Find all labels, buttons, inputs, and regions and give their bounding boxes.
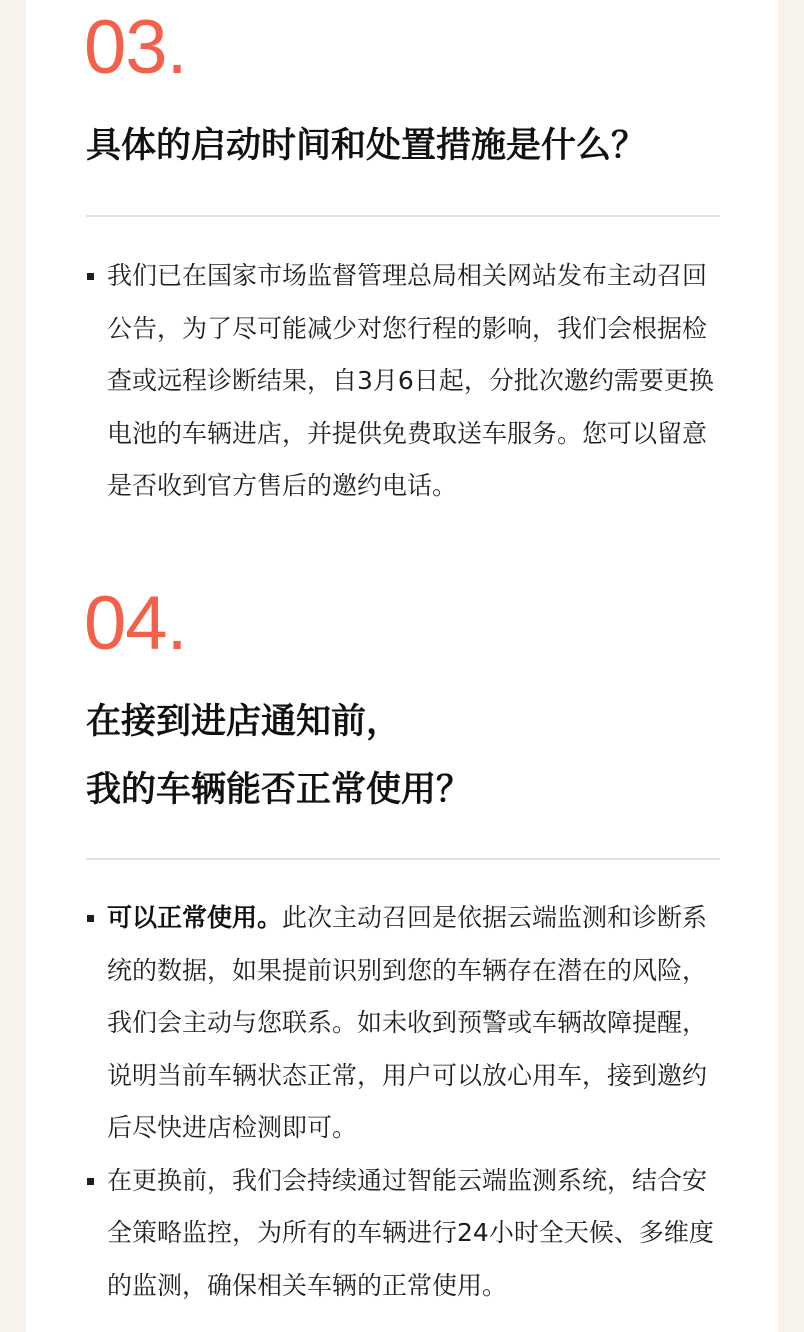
section-04-divider: [86, 858, 720, 860]
bullet-text: 在更换前，我们会持续通过智能云端监测系统，结合安全策略监控，为所有的车辆进行24小时全天候、多维度的监测，确保相关车辆的正常使用。: [107, 1165, 714, 1300]
section-03-title: 具体的启动时间和处置措施是什么？: [86, 126, 647, 166]
section-04-title-line-1: 在接到进店通知前，: [86, 702, 402, 742]
bullet-text: 我们已在国家市场监督管理总局相关网站发布主动召回公告，为了尽可能减少对您行程的影响，我们会根据检查或远程诊断结果，自3月6日起，分批次邀约需要更换电池的车辆进店，并提供免费取送车服务。您可以留意是否收到官方售后的邀约电话。: [107, 261, 714, 500]
list-item: [86, 892, 726, 1155]
bullet-text: 此次主动召回是依据云端监测和诊断系统的数据，如果提前识别到您的车辆存在潜在的风险，我们会主动与您联系。如未收到预警或车辆故障提醒，说明当前车辆状态正常，用户可以放心用车，接到邀约后尽快进店检测即可。: [107, 903, 708, 1142]
section-03-bullet-list: [86, 250, 726, 513]
bullet-bold-lead: 可以正常使用。: [107, 903, 283, 932]
list-item: [86, 1155, 726, 1313]
section-03-number: 03.: [84, 5, 187, 90]
section-04-title-line-2: 我的车辆能否正常使用？: [86, 770, 472, 810]
bullet-square-icon: [87, 915, 94, 922]
bullet-square-icon: [87, 273, 94, 280]
content-card: [26, 0, 778, 1332]
section-04-title: [86, 688, 746, 824]
section-03-divider: [86, 215, 720, 217]
section-04-number: 04.: [84, 581, 187, 666]
list-item: [86, 250, 726, 513]
bullet-square-icon: [87, 1178, 94, 1185]
section-04-bullet-list: [86, 892, 726, 1312]
